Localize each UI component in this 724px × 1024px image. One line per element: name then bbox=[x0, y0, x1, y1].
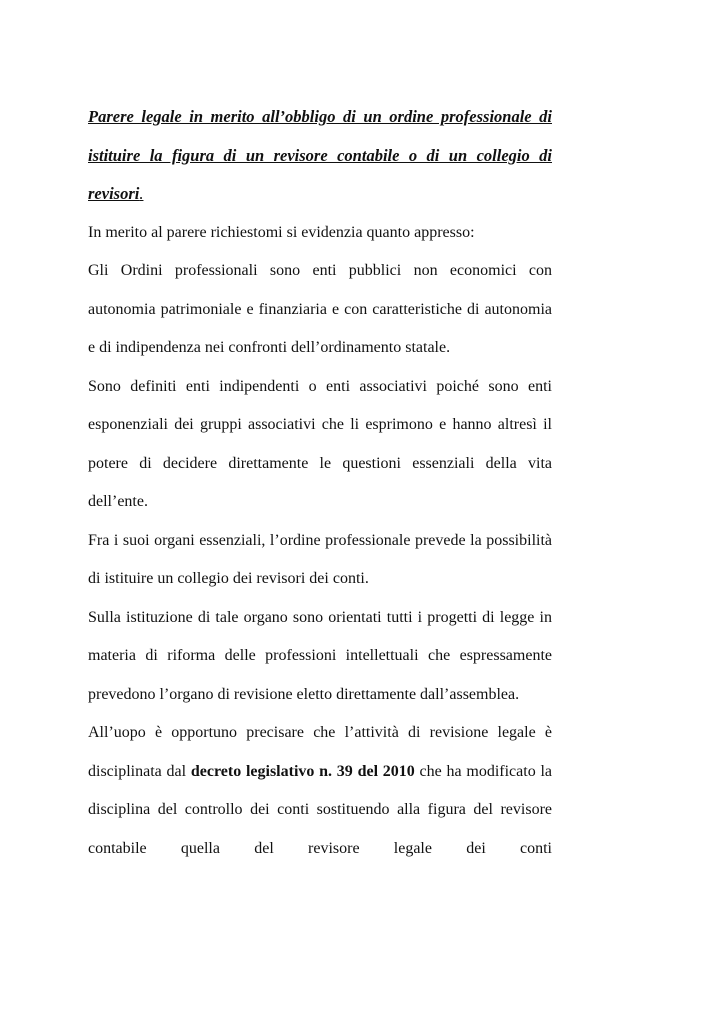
decree-reference: decreto legislativo n. 39 del 2010 bbox=[190, 762, 415, 780]
document-title-period: . bbox=[139, 184, 144, 203]
paragraph-revisione-before: All’uopo è opportuno precisare che l’attività di revisione legale è disciplinata dal bbox=[88, 724, 552, 780]
paragraph-organi: Fra i suoi organi essenziali, l’ordine professionale prevede la possibilità di istituire un collegio dei revisori dei conti. bbox=[88, 531, 552, 587]
document-title-text: Parere legale in merito all’obbligo di un ordine professionale di istituire la figura di un revisore contabile o di un collegio di revisori bbox=[88, 107, 552, 203]
document-page bbox=[88, 98, 552, 868]
paragraph-intro: In merito al parere richiestomi si evidenzia quanto appresso: bbox=[88, 223, 475, 241]
paragraph-enti: Sono definiti enti indipendenti o enti associativi poiché sono enti esponenziali dei gruppi associativi che li esprimono e hanno altresì il potere di decidere direttamente le questioni essenziali della vita dell’ente. bbox=[88, 377, 552, 510]
paragraph-revisione-after: che ha modificato la disciplina del controllo dei conti sostituendo alla figura del revisore contabile quella del revisore legale dei conti bbox=[88, 762, 553, 857]
paragraph-ordini: Gli Ordini professionali sono enti pubblici non economici con autonomia patrimoniale e finanziaria e con caratteristiche di autonomia e di indipendenza nei confronti dell’ordinamento statale. bbox=[88, 262, 552, 356]
document-title bbox=[88, 98, 552, 214]
paragraph-revisione bbox=[88, 714, 552, 868]
paragraph-istituzione: Sulla istituzione di tale organo sono orientati tutti i progetti di legge in materia di riforma delle professioni intellettuali che espressamente prevedono l’organo di revisione eletto direttamente dall’assemblea. bbox=[88, 608, 552, 703]
